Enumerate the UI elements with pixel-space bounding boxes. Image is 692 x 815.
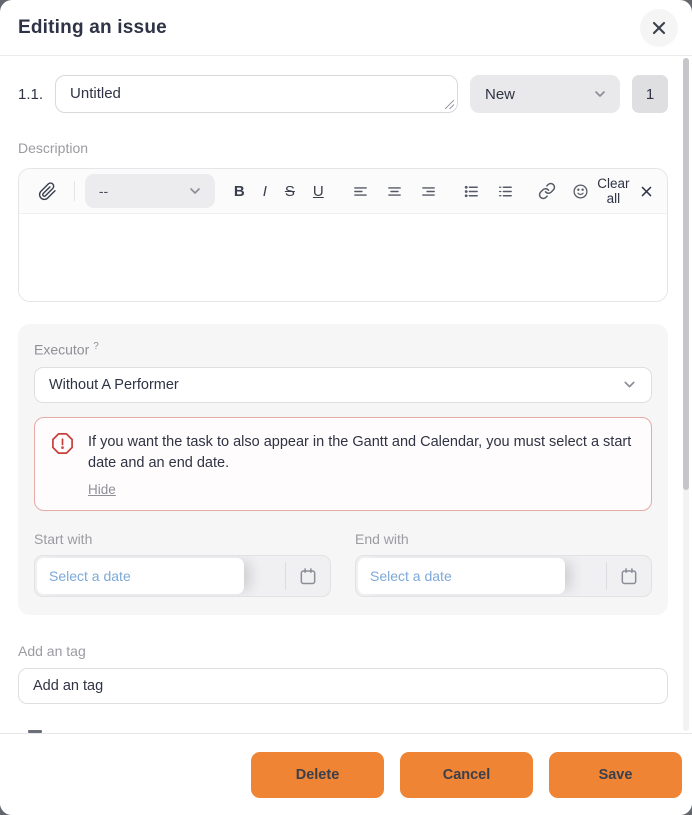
save-button[interactable]: Save [549,752,682,798]
delete-button[interactable]: Delete [251,752,384,798]
format-group [229,180,329,203]
align-right-button[interactable] [415,179,442,204]
cancel-button[interactable]: Cancel [400,752,533,798]
issue-count-badge[interactable]: 1 [632,75,668,113]
bullet-list-icon [463,183,480,200]
close-button[interactable] [640,9,678,47]
clear-all-button[interactable] [594,176,653,206]
toolbar-divider [74,181,75,201]
executor-label-row [34,341,652,358]
warning-text-wrap [88,432,635,499]
insert-group [533,178,594,204]
modal-footer [0,733,692,815]
executor-panel [18,324,668,615]
calendar-icon [298,566,318,586]
start-date-field [34,555,331,597]
close-icon [651,20,667,36]
modal-header [0,0,692,56]
list-group [458,179,519,204]
issue-title-input[interactable] [55,75,458,113]
end-date-col [355,531,652,597]
issue-number-label: 1.1. [18,85,44,103]
clear-all-x-icon [640,185,653,198]
align-left-icon [352,183,369,200]
description-content-area[interactable] [19,214,667,301]
start-date-label: Start with [34,530,93,547]
chevron-down-icon [621,376,638,393]
bullet-list-button[interactable] [458,179,485,204]
end-date-field [355,555,652,597]
ordered-list-icon [497,183,514,200]
warning-octagon-icon [51,432,74,499]
end-date-label: End with [355,530,409,547]
start-date-calendar-button[interactable] [286,556,330,596]
attachment-button[interactable] [33,178,62,205]
start-date-col [34,531,331,597]
emoji-button[interactable] [567,179,594,204]
status-select-value: New [485,85,516,103]
hide-link[interactable]: Hide [88,481,116,497]
paragraph-style-select[interactable] [85,174,215,208]
strikethrough-button[interactable]: S [280,180,300,203]
description-label: Description [18,140,89,156]
executor-label: Executor [34,341,90,358]
end-date-calendar-button[interactable] [607,556,651,596]
scrollbar-track[interactable] [683,58,689,731]
calendar-icon [619,566,639,586]
bold-button[interactable]: B [229,180,250,203]
ordered-list-button[interactable] [492,179,519,204]
tag-label: Add an tag [18,642,86,659]
start-date-inner [37,558,283,594]
clipped-next-field-label [28,730,42,733]
align-center-icon [386,183,403,200]
warning-box [34,417,652,511]
align-right-icon [420,183,437,200]
editor-toolbar [19,169,667,214]
link-button[interactable] [533,178,561,204]
chevron-down-icon [187,183,203,199]
paragraph-style-value: -- [98,183,109,199]
align-left-button[interactable] [347,179,374,204]
executor-select[interactable] [34,367,652,403]
scrollbar-thumb[interactable] [683,58,689,490]
status-select[interactable] [470,75,620,113]
tag-input[interactable] [18,668,668,704]
end-date-inner [358,558,604,594]
dates-row [34,531,652,597]
description-editor [18,168,668,302]
end-date-input[interactable] [358,568,555,584]
smiley-icon [572,183,589,200]
align-group [347,179,442,204]
align-center-button[interactable] [381,179,408,204]
clear-all-label: Clear all [597,176,630,206]
warning-text: If you want the task to also appear in the Gantt and Calendar, you must select a start date and an end date. [88,433,632,471]
help-mark[interactable]: ? [93,341,99,352]
italic-button[interactable]: I [258,180,272,203]
modal-body [0,56,692,733]
start-date-input[interactable] [37,568,234,584]
modal-title: Editing an issue [18,16,167,38]
chevron-down-icon [592,86,608,102]
issue-title-row [18,75,668,113]
link-icon [538,182,556,200]
underline-button[interactable]: U [308,180,329,203]
issue-title-field-wrap [55,75,458,113]
executor-select-value: Without A Performer [49,376,179,393]
paperclip-icon [38,182,57,201]
